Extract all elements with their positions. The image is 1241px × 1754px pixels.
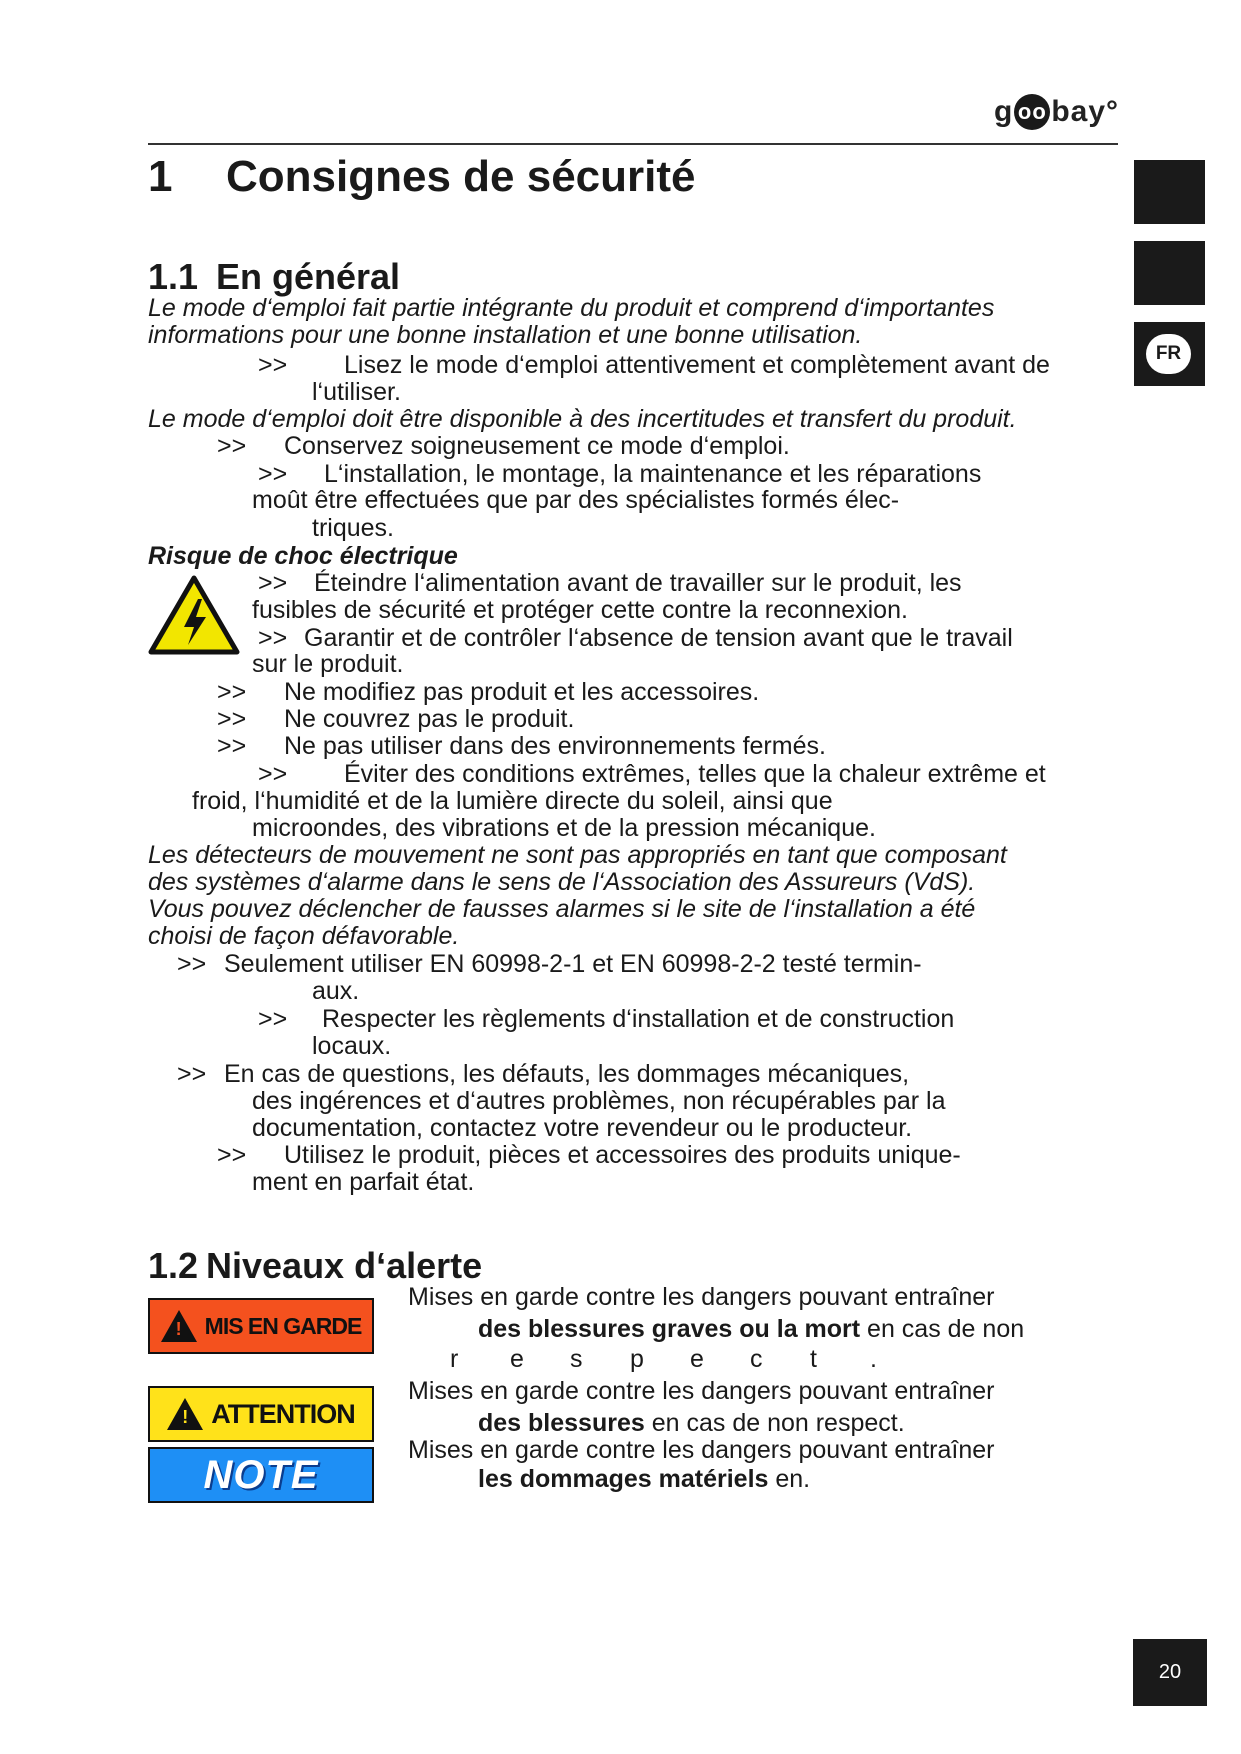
instruction-line: l‘utiliser.: [312, 378, 401, 406]
instruction-line: triques.: [312, 514, 394, 542]
instruction-line: Lisez le mode d‘emploi attentivement et complètement avant de: [344, 351, 1050, 379]
logo-dots: oo: [1014, 94, 1050, 130]
note-line: Vous pouvez déclencher de fausses alarmes si le site de l‘installation a été: [148, 895, 976, 923]
instruction-line: microondes, des vibrations et de la pression mécanique.: [252, 814, 876, 842]
instruction-line: Éteindre l‘alimentation avant de travailler sur le produit, les: [314, 569, 962, 597]
note-description: les dommages matériels en.: [478, 1465, 811, 1493]
bullet-arrow: >>: [258, 569, 288, 597]
bullet-arrow: >>: [217, 1141, 247, 1169]
section-heading-alert-levels: 1.2 Niveaux d‘alerte: [148, 1245, 483, 1286]
language-badge: FR: [1146, 334, 1191, 374]
instruction-line: aux.: [312, 977, 360, 1005]
attention-label: ! ATTENTION: [148, 1386, 374, 1442]
bullet-arrow: >>: [217, 732, 247, 760]
instruction-line: ment en parfait état.: [252, 1168, 475, 1196]
note-label: NOTE: [148, 1447, 374, 1503]
warning-label: ! MIS EN GARDE: [148, 1298, 374, 1354]
bullet-arrow: >>: [217, 678, 247, 706]
instruction-line: documentation, contactez votre revendeur ou le producteur.: [252, 1114, 913, 1142]
instruction-line: Garantir et de contrôler l‘absence de tension avant que le travail: [304, 624, 1013, 652]
instruction-line: Ne couvrez pas le produit.: [284, 705, 575, 733]
warning-triangle-icon: [161, 1310, 197, 1342]
instruction-line: froid, l‘humidité et de la lumière directe du soleil, ainsi que: [192, 787, 833, 815]
instruction-line: L‘installation, le montage, la maintenance et les réparations: [324, 460, 982, 488]
warning-triangle-icon: [167, 1398, 203, 1430]
risk-heading: Risque de choc électrique: [148, 542, 458, 570]
instruction-line: locaux.: [312, 1032, 392, 1060]
bullet-arrow: >>: [258, 760, 288, 788]
header-divider: [148, 143, 1118, 145]
side-tab-1[interactable]: [1134, 160, 1205, 224]
electric-hazard-icon: [148, 575, 240, 655]
bullet-arrow: >>: [217, 432, 247, 460]
warning-description: des blessures graves ou la mort en cas de non: [478, 1315, 1025, 1343]
bullet-arrow: >>: [258, 460, 288, 488]
note-line: Le mode d‘emploi doit être disponible à des incertitudes et transfert du produit.: [148, 405, 1017, 433]
bullet-arrow: >>: [217, 705, 247, 733]
warning-description-spaced: r e s p e c t .: [450, 1345, 877, 1373]
note-line: Les détecteurs de mouvement ne sont pas appropriés en tant que composant: [148, 841, 1007, 869]
warning-description: Mises en garde contre les dangers pouvant entraîner: [408, 1283, 995, 1311]
note-description: Mises en garde contre les dangers pouvant entraîner: [408, 1436, 995, 1464]
instruction-line: Conservez soigneusement ce mode d‘emploi.: [284, 432, 790, 460]
intro-line: informations pour une bonne installation et une bonne utilisation.: [148, 321, 863, 349]
instruction-line: En cas de questions, les défauts, les dommages mécaniques,: [224, 1060, 910, 1088]
section-heading-general: 1.1 En général: [148, 256, 401, 297]
instruction-line: Seulement utiliser EN 60998-2-1 et EN 60998-2-2 testé termin-: [224, 950, 922, 978]
attention-description: Mises en garde contre les dangers pouvant entraîner: [408, 1377, 995, 1405]
instruction-line: Ne pas utiliser dans des environnements fermés.: [284, 732, 826, 760]
instruction-line: Ne modifiez pas produit et les accessoires.: [284, 678, 760, 706]
bullet-arrow: >>: [258, 1005, 288, 1033]
instruction-line: fusibles de sécurité et protéger cette contre la reconnexion.: [252, 596, 908, 624]
instruction-line: des ingérences et d‘autres problèmes, non récupérables par la: [252, 1087, 946, 1115]
instruction-line: Respecter les règlements d‘installation et de construction: [322, 1005, 955, 1033]
bullet-arrow: >>: [177, 1060, 207, 1088]
note-line: choisi de façon défavorable.: [148, 922, 460, 950]
instruction-line: Utilisez le produit, pièces et accessoires des produits unique-: [284, 1141, 961, 1169]
goobay-logo: g oo bay°: [994, 95, 1120, 129]
intro-line: Le mode d‘emploi fait partie intégrante du produit et comprend d‘importantes: [148, 294, 995, 322]
instruction-line: sur le produit.: [252, 650, 404, 678]
side-tab-2[interactable]: [1134, 241, 1205, 305]
bullet-arrow: >>: [258, 624, 288, 652]
page-title: 1 Consignes de sécurité: [148, 152, 696, 201]
side-tab-language[interactable]: [1134, 322, 1205, 386]
instruction-line: Éviter des conditions extrêmes, telles que la chaleur extrême et: [344, 760, 1046, 788]
attention-description: des blessures en cas de non respect.: [478, 1409, 905, 1437]
page-number: 20: [1133, 1639, 1207, 1706]
bullet-arrow: >>: [258, 351, 288, 379]
note-line: des systèmes d‘alarme dans le sens de l‘Association des Assureurs (VdS).: [148, 868, 976, 896]
instruction-line: moût être effectuées que par des spécialistes formés élec-: [252, 486, 900, 514]
bullet-arrow: >>: [177, 950, 207, 978]
